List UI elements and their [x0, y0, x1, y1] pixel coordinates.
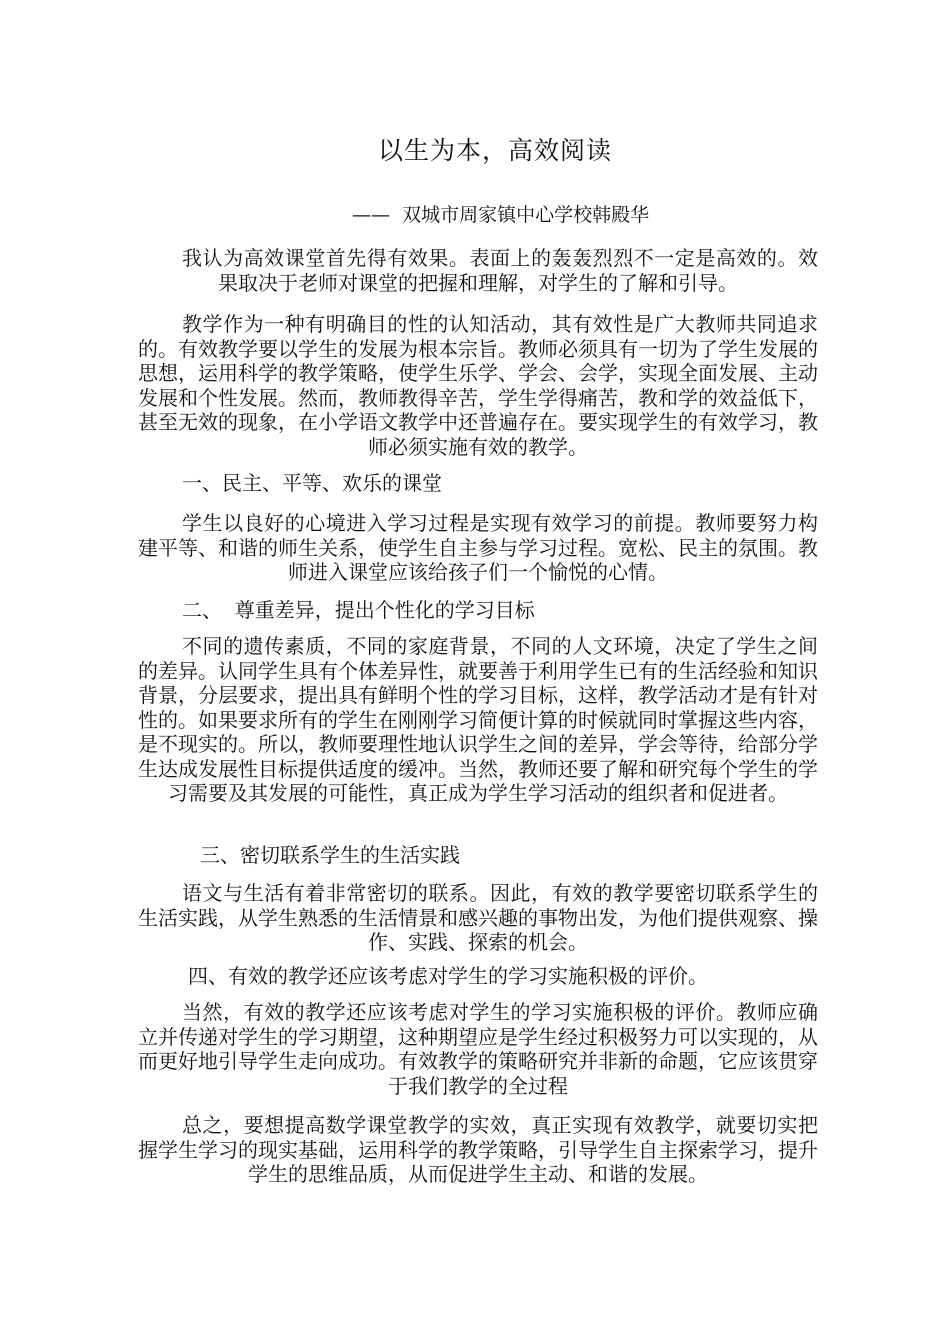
author-byline: —— 双城市周家镇中心学校韩殿华 — [352, 204, 650, 226]
section-1-paragraph: 学生以良好的心境进入学习过程是实现有效学习的前提。教师要努力构建平等、和谐的师生关系，使学生自主参与学习过程。宽松、民主的氛围。教师进入课堂应该给孩子们一个愉悦的心情。 — [138, 511, 818, 584]
document-title: 以生为本，高效阅读 — [377, 136, 612, 165]
section-2-paragraph: 不同的遗传素质，不同的家庭背景，不同的人文环境，决定了学生之间的差异。认同学生具有个体差异性，就要善于利用学生已有的生活经验和知识背景，分层要求，提出具有鲜明个性的学习目标，这样，教学活动才是有针对性的。如果要求所有的学生在刚刚学习简便计算的时候就同时掌握这些内容，是不现实的。所以，教师要理性地认识学生之间的差异，学会等待，给部分学生达成发展性目标提供适度的缓冲。当然，教师还要了解和研究每个学生的学习需要及其发展的可能性，真正成为学生学习活动的组织者和促进者。 — [138, 634, 818, 805]
purpose-paragraph: 教学作为一种有明确目的性的认知活动，其有效性是广大教师共同追求的。有效教学要以学生的发展为根本宗旨。教师必须具有一切为了学生发展的思想，运用科学的教学策略，使学生乐学、学会、会学，实现全面发展、主动发展和个性发展。然而，教师教得辛苦，学生学得痛苦，教和学的效益低下，甚至无效的现象，在小学语文教学中还普遍存在。要实现学生的有效学习，教师必须实施有效的教学。 — [138, 312, 818, 459]
section-heading-1: 一、民主、平等、欢乐的课堂 — [182, 471, 442, 495]
section-4-paragraph: 当然，有效的教学还应该考虑对学生的学习实施积极的评价。教师应确立并传递对学生的学习期望，这种期望应是学生经过积极努力可以实现的，从而更好地引导学生走向成功。有效教学的策略研究并非新的命题，它应该贯穿于我们教学的全过程 — [138, 1000, 818, 1098]
intro-paragraph: 我认为高效课堂首先得有效果。表面上的轰轰烈烈不一定是高效的。效果取决于老师对课堂的把握和理解，对学生的了解和引导。 — [182, 246, 818, 295]
section-heading-4: 四、有效的教学还应该考虑对学生的学习实施积极的评价。 — [188, 964, 708, 988]
conclusion-paragraph: 总之，要想提高数学课堂教学的实效，真正实现有效教学，就要切实把握学生学习的现实基础，运用科学的教学策略，引导学生自主探索学习，提升学生的思维品质，从而促进学生主动、和谐的发展。 — [138, 1113, 818, 1186]
section-3-paragraph: 语文与生活有着非常密切的联系。因此，有效的教学要密切联系学生的生活实践，从学生熟悉的生活情景和感兴趣的事物出发，为他们提供观察、操作、实践、探索的机会。 — [138, 881, 818, 954]
section-heading-3: 三、密切联系学生的生活实践 — [200, 843, 460, 867]
section-heading-2: 二、 尊重差异，提出个性化的学习目标 — [182, 598, 535, 622]
